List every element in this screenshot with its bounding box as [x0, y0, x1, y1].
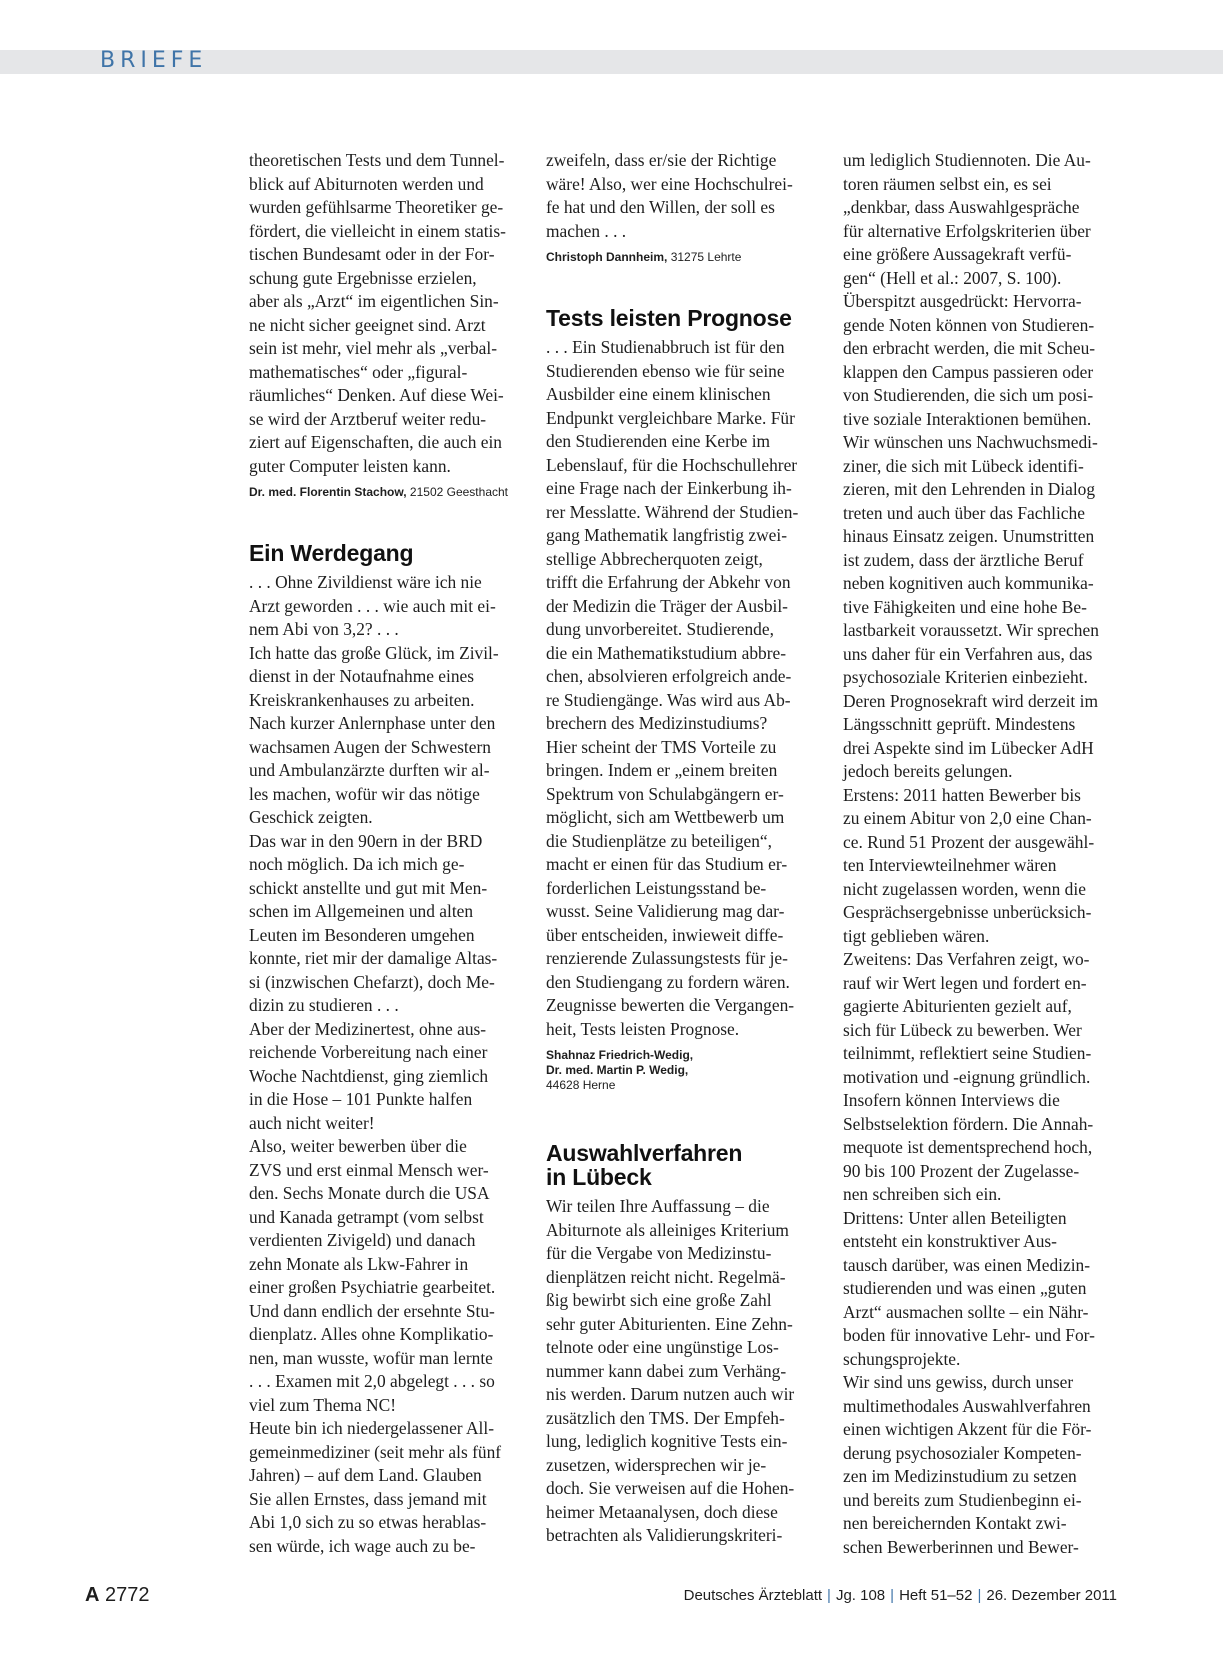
letter-signature [546, 1048, 818, 1093]
signature-place: 21502 Geesthacht [409, 485, 508, 499]
signature-place: 31275 Lehrte [670, 250, 742, 264]
letter-signature [546, 250, 818, 265]
letter-body-text: Wir teilen Ihre Auffassung – die Abiturnote als alleiniges Kriterium für die Vergabe von Medizinstu- dienplätzen reicht nicht. Regelmä- ßig bewirbt sich eine große Zahl sehr guter Abiturienten. Eine Zehn- telnote oder eine ungünstige Los- nummer kann dabei zum Verhäng- nis werden. Darum nutzen auch wir zusätzlich den TMS. Der Empfeh- lung, lediglich kognitive Tests ein- zusetzen, widersprechen wir je- doch. Sie verweisen auf die Hohen- heimer Metaanalysen, doch diese betrachten als Validierungskriteri- [546, 1196, 795, 1545]
letter-body-text: theoretischen Tests und dem Tunnel- blick auf Abiturnoten werden und wurden gefühlsarme Theoretiker ge- fördert, die vielleicht in einem statis- tischen Bundesamt oder in der For- schung gute Ergebnisse erzielen, aber als „Arzt“ im eigentlichen Sin- ne nicht sicher geeignet sind. Arzt sein ist mehr, viel mehr als „verbal- mathematisches“ oder „figural- räumliches“ Denken. Auf diese Wei- se wird der Arztberuf weiter redu- ziert auf Eigenschaften, die auch ein guter Computer leisten kann. [249, 150, 506, 476]
signature-name: Christoph Dannheim, [546, 250, 668, 264]
section-label: BRIEFE [100, 48, 208, 73]
journal-issue: Heft 51–52 [899, 1587, 973, 1604]
footer-separator: | [827, 1587, 831, 1604]
letter-signature [249, 485, 521, 500]
journal-footer [684, 1587, 1117, 1605]
page-prefix: A [85, 1584, 100, 1606]
journal-name: Deutsches Ärzteblatt [683, 1587, 823, 1604]
article-column-2 [546, 149, 818, 1548]
letter-body-text: zweifeln, dass er/sie der Richtige wäre! Also, wer eine Hochschulrei- fe hat und den Willen, der soll es machen . . . [546, 150, 793, 241]
signature-name: Dr. med. Florentin Stachow, [249, 485, 407, 499]
page-number [85, 1583, 150, 1607]
footer-separator: | [890, 1587, 895, 1604]
page-number-value: 2772 [105, 1584, 150, 1606]
letter-heading: Ein Werdegang [249, 540, 414, 566]
signature-name: Shahnaz Friedrich-Wedig, [546, 1048, 694, 1062]
signature-name: Dr. med. Martin P. Wedig, [546, 1063, 689, 1077]
letter-heading [546, 1141, 818, 1189]
signature-place: 44628 Herne [546, 1078, 616, 1092]
heading-line: in Lübeck [546, 1164, 652, 1190]
letter-body-text: um lediglich Studiennoten. Die Au- toren räumen selbst ein, es sei „denkbar, dass Auswahlgespräche für alternative Erfolgskriterien über eine größere Aussagekraft verfü- gen“ (Hell et al.: 2007, S. 100). Überspitzt ausgedrückt: Hervorra- gende Noten können von Studieren- den erbracht werden, die mit Scheu- klappen den Campus passieren oder von Studierenden, die sich um posi- tive soziale Interaktionen bemühen. Wir wünschen uns Nachwuchsmedi- ziner, die sich mit Lübeck identifi- zieren, mit den Lehrenden in Dialog treten und auch über das Fachliche hinaus Einsatz zeigen. Unumstritten ist zudem, dass der ärztliche Beruf neben kognitiven auch kommunika- tive Fähigkeiten und eine hohe Be- lastbarkeit voraussetzt. Wir sprechen uns daher für ein Verfahren aus, das psychosoziale Kriterien einbezieht. Deren Prognosekraft wird derzeit im Längsschnitt geprüft. Mindestens drei Aspekte sind im Lübecker AdH jedoch bereits gelungen. Erstens: 2011 hatten Bewerber bis zu einem Abitur von 2,0 eine Chan- ce. Rund 51 Prozent der ausgewähl- ten Interviewteilnehmer wären nicht zugelassen worden, wenn die Gesprächsergebnisse unberücksich- tigt geblieben wären. Zweitens: Das Verfahren zeigt, wo- rauf wir Wert legen und fordert en- gagierte Abiturienten gezielt auf, sich für Lübeck zu bewerben. Wer teilnimmt, reflektiert seine Studien- motivation und -eignung gründlich. Insofern können Interviews die Selbstselektion fördern. Die Annah- mequote ist dementsprechend hoch, 90 bis 100 Prozent der Zugelasse- nen schreiben sich ein. Drittens: Unter allen Beteiligten entsteht ein konstruktiver Aus- tausch darüber, was einen Medizin- studierenden und was einen „guten Arzt“ ausmachen sollte – ein Nähr- boden für innovative Lehr- und For- schungsprojekte. Wir sind uns gewiss, durch unser multimethodales Auswahlverfahren einen wichtigen Akzent für die För- derung psychosozialer Kompeten- zen im Medizinstudium zu setzen und bereits zum Studienbeginn ei- nen bereichernden Kontakt zwi- schen Bewerberinnen und Bewer- [843, 150, 1099, 1557]
article-column-3 [843, 149, 1115, 1559]
letter-body-text: . . . Ohne Zivildienst wäre ich nie Arzt geworden . . . wie auch mit ei- nem Abi von 3,2? . . . Ich hatte das große Glück, im Zivil- dienst in der Notaufnahme eines Kreiskrankenhauses zu arbeiten. Nach kurzer Anlernphase unter den wachsamen Augen der Schwestern und Ambulanzärzte durften wir al- les machen, wofür wir das nötige Geschick zeigten. Das war in den 90ern in der BRD noch möglich. Da ich mich ge- schickt anstellte und gut mit Men- schen im Allgemeinen und alten Leuten im Besonderen umgehen konnte, riet mir der damalige Altas- si (inzwischen Chefarzt), doch Me- dizin zu studieren . . . Aber der Medizinertest, ohne aus- reichende Vorbereitung nach einer Woche Nachtdienst, ging ziemlich in die Hose – 101 Punkte halfen auch nicht weiter! Also, weiter bewerben über die ZVS und erst einmal Mensch wer- den. Sechs Monate durch die USA und Kanada getrampt (vom selbst verdienten Zivigeld) und danach zehn Monate als Lkw-Fahrer in einer großen Psychiatrie gearbeitet. Und dann endlich der ersehnte Stu- dienplatz. Alles ohne Komplikatio- nen, man wusste, wofür man lernte . . . Examen mit 2,0 abgelegt . . . so viel zum Thema NC! Heute bin ich niedergelassener All- gemeinmediziner (seit mehr als fünf Jahren) – auf dem Land. Glauben Sie allen Ernstes, dass jemand mit Abi 1,0 sich zu so etwas herablas- sen würde, ich wage auch zu be- [249, 572, 502, 1556]
heading-line: Auswahlverfahren [546, 1140, 743, 1166]
letter-heading: Tests leisten Prognose [546, 305, 792, 331]
journal-date: 26. Dezember 2011 [986, 1587, 1117, 1604]
article-column-1 [249, 149, 521, 1558]
footer-separator: | [977, 1587, 982, 1604]
journal-volume: Jg. 108 [835, 1587, 886, 1604]
letter-body-text: . . . Ein Studienabbruch ist für den Studierenden ebenso wie für seine Ausbilder eine einem klinischen Endpunkt vergleichbare Marke. Für den Studierenden eine Kerbe im Lebenslauf, für die Hochschullehrer eine Frage nach der Einkerbung ih- rer Messlatte. Während der Studien- gang Mathematik langfristig zwei- stellige Abbrecherquoten zeigt, trifft die Erfahrung der Abkehr von der Medizin die Träger der Ausbil- dung unvorbereitet. Studierende, die ein Mathematikstudium abbre- chen, absolvieren erfolgreich ande- re Studiengänge. Was wird aus Ab- brechern des Medizinstudiums? Hier scheint der TMS Vorteile zu bringen. Indem er „einem breiten Spektrum von Schulabgängern er- möglicht, sich am Wettbewerb um die Studienplätze zu beteiligen“, macht er einen für das Studium er- forderlichen Leistungsstand be- wusst. Seine Validierung mag dar- über entscheiden, inwieweit diffe- renzierende Zulassungstests für je- den Studiengang zu fordern wären. Zeugnisse bewerten die Vergangen- heit, Tests leisten Prognose. [546, 337, 799, 1039]
